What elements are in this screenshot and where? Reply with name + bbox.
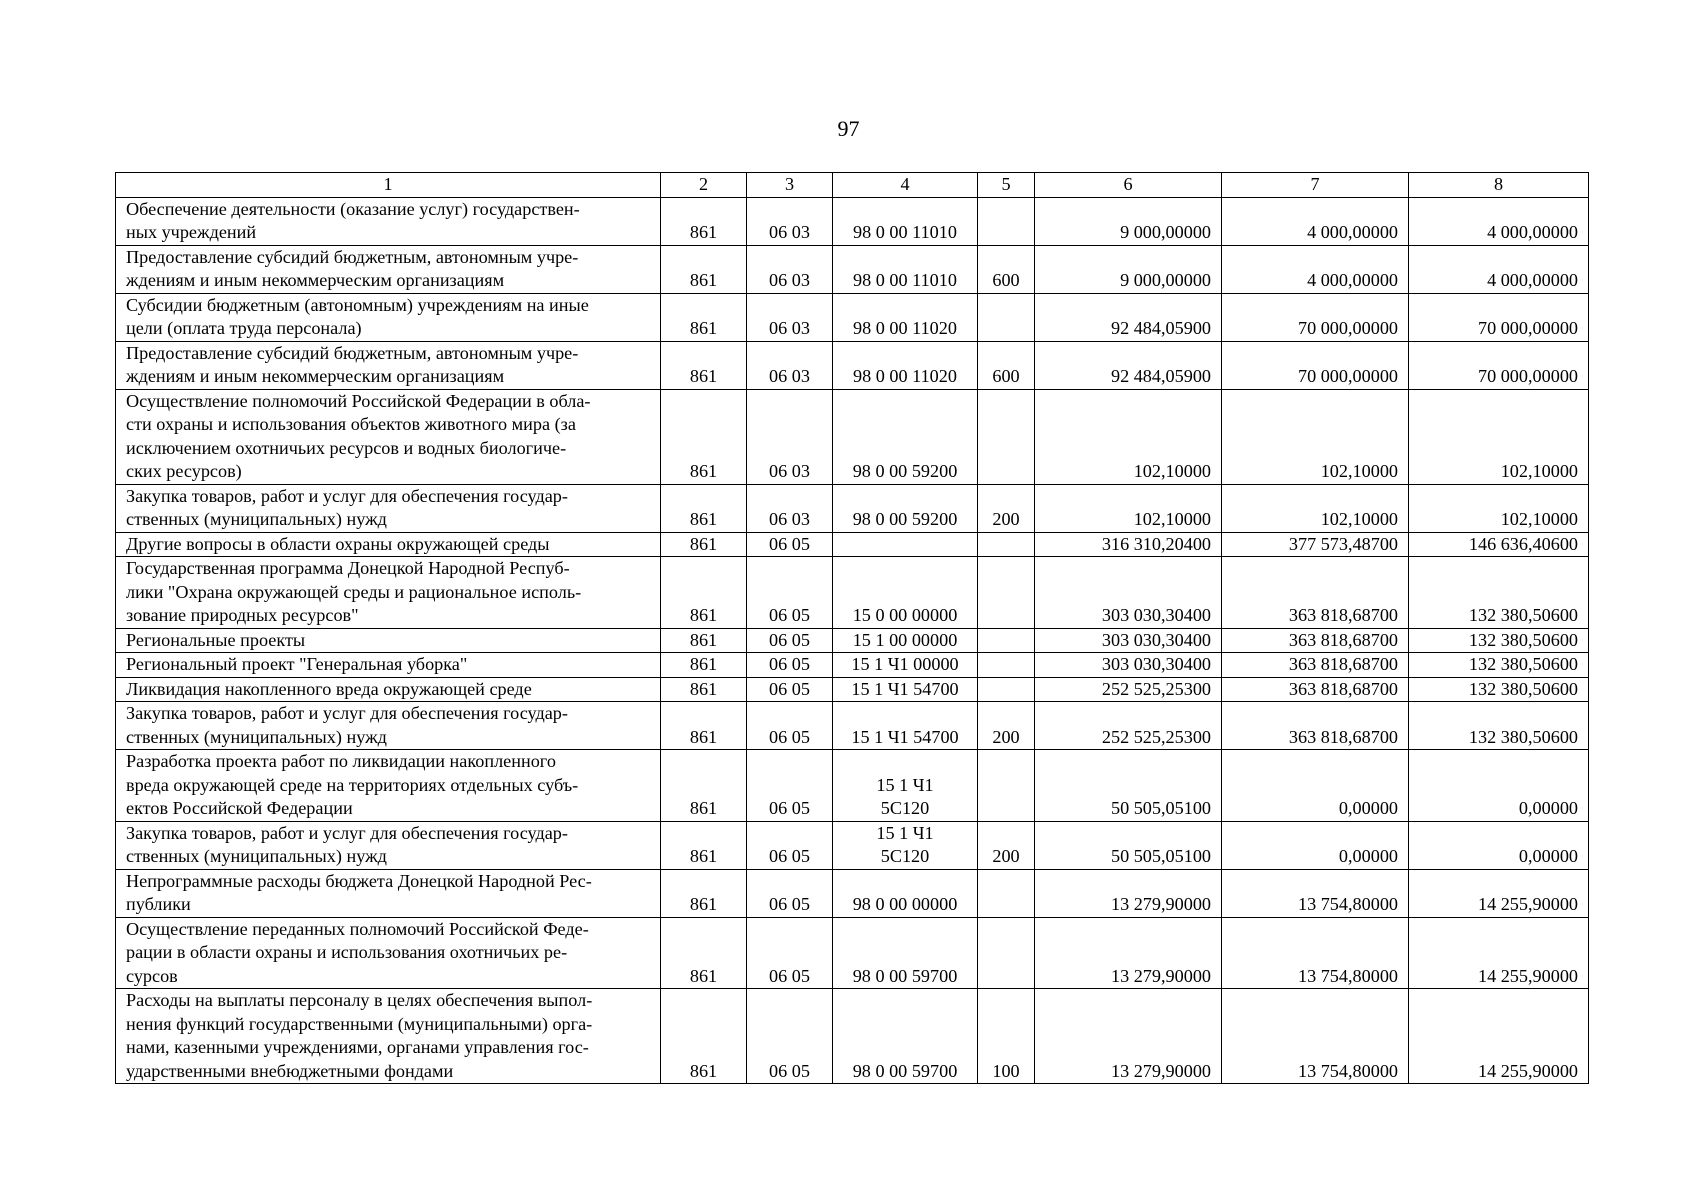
cell-name-text: Закупка товаров, работ и услуг для обеспечения государ- ственных (муниципальных) нужд: [126, 822, 568, 866]
cell-amount-3: [1409, 628, 1589, 653]
cell-amount-1-text: 9 000,00000: [1120, 270, 1211, 290]
cell-razdel-text: 06 03: [769, 461, 810, 481]
cell-name-text: Обеспечение деятельности (оказание услуг) государствен- ных учреждений: [126, 198, 580, 242]
cell-amount-2-text: 363 818,68700: [1288, 654, 1398, 674]
cell-amount-1-text: 102,10000: [1133, 461, 1211, 481]
cell-name: [116, 821, 661, 869]
cell-expense-type: [978, 702, 1035, 750]
cell-name-text: Предоставление субсидий бюджетным, автономным учре- ждениям и иным некоммерческим организациям: [126, 342, 579, 386]
cell-amount-1-text: 102,10000: [1133, 509, 1211, 529]
cell-target-article: [833, 653, 978, 678]
cell-amount-3: [1409, 197, 1589, 245]
cell-razdel: [747, 677, 833, 702]
cell-amount-1-text: 13 279,90000: [1110, 894, 1211, 914]
cell-target-article: [833, 389, 978, 484]
cell-target-article: [833, 989, 978, 1084]
cell-amount-2-text: 4 000,00000: [1307, 270, 1398, 290]
cell-razdel: [747, 821, 833, 869]
cell-amount-1: [1035, 989, 1222, 1084]
cell-razdel: [747, 702, 833, 750]
cell-target-article-text: 98 0 00 59200: [852, 509, 958, 529]
cell-amount-1: [1035, 869, 1222, 917]
page-number: 97: [837, 116, 860, 141]
table-body: [116, 197, 1589, 1084]
cell-amount-1: [1035, 389, 1222, 484]
cell-razdel-text: 06 05: [769, 894, 810, 914]
cell-target-article-text: 98 0 00 59200: [852, 461, 958, 481]
table-row: [116, 989, 1589, 1084]
cell-target-article: [833, 484, 978, 532]
cell-expense-type-text: 100: [992, 1060, 1020, 1081]
cell-amount-2-text: 70 000,00000: [1297, 318, 1398, 338]
cell-amount-2: [1222, 917, 1409, 989]
cell-amount-1: [1035, 557, 1222, 629]
cell-amount-2-text: 13 754,80000: [1297, 1060, 1398, 1081]
cell-amount-3-text: 102,10000: [1500, 461, 1578, 481]
cell-vedomstvo: [661, 750, 747, 822]
cell-amount-1: [1035, 484, 1222, 532]
cell-vedomstvo: [661, 653, 747, 678]
cell-amount-2: [1222, 557, 1409, 629]
table-row: [116, 245, 1589, 293]
cell-razdel: [747, 484, 833, 532]
cell-target-article-text: 98 0 00 59700: [852, 1060, 958, 1081]
cell-name-text: Субсидии бюджетным (автономным) учреждениям на иные цели (оплата труда персонала): [126, 294, 589, 338]
cell-name: [116, 484, 661, 532]
cell-amount-2: [1222, 341, 1409, 389]
cell-name: [116, 869, 661, 917]
cell-amount-1-text: 252 525,25300: [1101, 678, 1211, 699]
cell-target-article-text: 15 1 Ч1 5С120: [876, 822, 934, 866]
cell-vedomstvo-text: 861: [689, 629, 718, 650]
cell-amount-2: [1222, 869, 1409, 917]
cell-amount-3-text: 132 380,50600: [1468, 726, 1578, 747]
cell-expense-type: [978, 557, 1035, 629]
cell-amount-3: [1409, 341, 1589, 389]
cell-razdel-text: 06 05: [769, 726, 810, 747]
table-row: [116, 557, 1589, 629]
cell-vedomstvo-text: 861: [689, 798, 718, 818]
cell-amount-1-text: 9 000,00000: [1120, 222, 1211, 242]
header-col-1: 1: [116, 173, 661, 198]
cell-amount-2-text: 363 818,68700: [1288, 605, 1398, 625]
cell-vedomstvo: [661, 197, 747, 245]
cell-razdel-text: 06 03: [769, 318, 810, 338]
cell-razdel-text: 06 05: [769, 965, 810, 986]
cell-expense-type: [978, 293, 1035, 341]
cell-expense-type-text: 600: [992, 270, 1020, 290]
header-row: [116, 173, 1589, 198]
table-header: [116, 173, 1589, 198]
cell-vedomstvo-text: 861: [689, 533, 718, 554]
cell-razdel-text: 06 03: [769, 366, 810, 386]
cell-expense-type-text: 200: [992, 726, 1020, 747]
cell-amount-3: [1409, 750, 1589, 822]
cell-razdel: [747, 197, 833, 245]
cell-vedomstvo-text: 861: [689, 654, 718, 674]
cell-target-article-text: 98 0 00 00000: [852, 894, 958, 914]
cell-amount-1: [1035, 341, 1222, 389]
cell-vedomstvo-text: 861: [689, 366, 718, 386]
cell-amount-3-text: 132 380,50600: [1468, 605, 1578, 625]
header-col-4: 4: [833, 173, 978, 198]
cell-target-article-text: 98 0 00 11010: [853, 222, 957, 242]
cell-expense-type: [978, 389, 1035, 484]
cell-amount-3-text: 70 000,00000: [1477, 366, 1578, 386]
cell-name-text: Закупка товаров, работ и услуг для обеспечения государ- ственных (муниципальных) нужд: [126, 485, 568, 529]
cell-amount-2: [1222, 245, 1409, 293]
cell-amount-2: [1222, 389, 1409, 484]
cell-vedomstvo: [661, 821, 747, 869]
cell-razdel: [747, 341, 833, 389]
cell-amount-1: [1035, 917, 1222, 989]
cell-amount-1-text: 303 030,30400: [1101, 654, 1211, 674]
header-col-5: 5: [978, 173, 1035, 198]
cell-amount-3-text: 4 000,00000: [1487, 270, 1578, 290]
cell-name-text: Региональный проект "Генеральная уборка": [126, 654, 468, 674]
cell-amount-1-text: 50 505,05100: [1110, 846, 1211, 866]
cell-amount-1: [1035, 628, 1222, 653]
cell-amount-3: [1409, 821, 1589, 869]
cell-name: [116, 653, 661, 678]
cell-target-article: [833, 628, 978, 653]
cell-vedomstvo-text: 861: [689, 894, 718, 914]
cell-vedomstvo: [661, 702, 747, 750]
cell-amount-2-text: 4 000,00000: [1307, 222, 1398, 242]
cell-expense-type-text: 200: [992, 509, 1020, 529]
cell-razdel: [747, 293, 833, 341]
cell-vedomstvo: [661, 293, 747, 341]
cell-expense-type: [978, 245, 1035, 293]
cell-razdel-text: 06 03: [769, 222, 810, 242]
cell-razdel: [747, 989, 833, 1084]
cell-amount-2-text: 363 818,68700: [1288, 678, 1398, 699]
cell-target-article-text: 98 0 00 59700: [852, 965, 958, 986]
cell-name: [116, 677, 661, 702]
cell-amount-3: [1409, 917, 1589, 989]
cell-target-article-text: 98 0 00 11020: [853, 318, 957, 338]
cell-amount-2-text: 102,10000: [1320, 509, 1398, 529]
cell-target-article: [833, 917, 978, 989]
cell-vedomstvo: [661, 557, 747, 629]
cell-amount-2-text: 13 754,80000: [1297, 894, 1398, 914]
cell-amount-3-text: 132 380,50600: [1468, 654, 1578, 674]
cell-name: [116, 341, 661, 389]
cell-target-article-text: 15 1 00 00000: [852, 629, 958, 650]
cell-name-text: Предоставление субсидий бюджетным, автономным учре- ждениям и иным некоммерческим организациям: [126, 246, 579, 290]
cell-razdel: [747, 869, 833, 917]
cell-name: [116, 389, 661, 484]
cell-vedomstvo: [661, 628, 747, 653]
cell-name: [116, 750, 661, 822]
cell-amount-3-text: 0,00000: [1518, 846, 1578, 866]
cell-expense-type: [978, 484, 1035, 532]
table-row: [116, 821, 1589, 869]
cell-name: [116, 245, 661, 293]
cell-vedomstvo-text: 861: [689, 965, 718, 986]
cell-amount-2: [1222, 702, 1409, 750]
header-col-6: 6: [1035, 173, 1222, 198]
cell-expense-type: [978, 750, 1035, 822]
cell-amount-1-text: 13 279,90000: [1110, 1060, 1211, 1081]
cell-vedomstvo: [661, 532, 747, 557]
budget-table: [115, 172, 1589, 1084]
cell-expense-type-text: 600: [992, 366, 1020, 386]
cell-name-text: Ликвидация накопленного вреда окружающей среде: [126, 678, 532, 699]
cell-amount-2-text: 363 818,68700: [1288, 629, 1398, 650]
cell-amount-3: [1409, 702, 1589, 750]
cell-amount-2: [1222, 532, 1409, 557]
cell-target-article: [833, 557, 978, 629]
cell-vedomstvo-text: 861: [689, 509, 718, 529]
cell-amount-3-text: 4 000,00000: [1487, 222, 1578, 242]
cell-vedomstvo-text: 861: [689, 318, 718, 338]
cell-vedomstvo-text: 861: [689, 1060, 718, 1081]
cell-name: [116, 989, 661, 1084]
table-row: [116, 653, 1589, 678]
cell-razdel-text: 06 03: [769, 509, 810, 529]
cell-amount-2-text: 13 754,80000: [1297, 965, 1398, 986]
cell-amount-2: [1222, 750, 1409, 822]
cell-amount-3: [1409, 677, 1589, 702]
cell-amount-2-text: 0,00000: [1338, 798, 1398, 818]
cell-amount-3-text: 14 255,90000: [1477, 965, 1578, 986]
cell-vedomstvo-text: 861: [689, 605, 718, 625]
cell-target-article: [833, 869, 978, 917]
cell-expense-type: [978, 869, 1035, 917]
cell-target-article: [833, 702, 978, 750]
cell-amount-1: [1035, 821, 1222, 869]
cell-amount-3: [1409, 293, 1589, 341]
table-row: [116, 628, 1589, 653]
cell-target-article-text: 15 1 Ч1 5С120: [876, 774, 934, 818]
cell-razdel-text: 06 05: [769, 533, 810, 554]
cell-amount-3: [1409, 653, 1589, 678]
cell-razdel-text: 06 05: [769, 798, 810, 818]
cell-vedomstvo-text: 861: [689, 726, 718, 747]
cell-expense-type: [978, 917, 1035, 989]
cell-amount-2-text: 377 573,48700: [1288, 533, 1398, 554]
cell-target-article-text: 98 0 00 11020: [853, 366, 957, 386]
cell-expense-type: [978, 532, 1035, 557]
cell-amount-3: [1409, 389, 1589, 484]
cell-amount-3: [1409, 532, 1589, 557]
cell-razdel-text: 06 05: [769, 629, 810, 650]
cell-amount-1-text: 92 484,05900: [1110, 318, 1211, 338]
cell-amount-2: [1222, 197, 1409, 245]
cell-target-article: [833, 341, 978, 389]
cell-target-article: [833, 245, 978, 293]
cell-razdel: [747, 653, 833, 678]
cell-amount-2: [1222, 677, 1409, 702]
cell-name-text: Осуществление переданных полномочий Российской Феде- рации в области охраны и использования охотничьих ре- сурсов: [126, 918, 589, 986]
cell-amount-3-text: 146 636,40600: [1468, 533, 1578, 554]
cell-target-article: [833, 532, 978, 557]
cell-razdel-text: 06 05: [769, 846, 810, 866]
cell-razdel-text: 06 05: [769, 605, 810, 625]
cell-name: [116, 628, 661, 653]
header-col-3: 3: [747, 173, 833, 198]
cell-amount-2-text: 363 818,68700: [1288, 726, 1398, 747]
cell-vedomstvo: [661, 389, 747, 484]
cell-razdel-text: 06 05: [769, 678, 810, 699]
cell-target-article-text: 15 0 00 00000: [852, 605, 958, 625]
cell-amount-3: [1409, 484, 1589, 532]
table-row: [116, 702, 1589, 750]
cell-amount-3: [1409, 869, 1589, 917]
cell-expense-type: [978, 341, 1035, 389]
table-row: [116, 750, 1589, 822]
cell-amount-1: [1035, 197, 1222, 245]
cell-razdel: [747, 750, 833, 822]
cell-amount-2: [1222, 653, 1409, 678]
cell-amount-2: [1222, 484, 1409, 532]
cell-amount-1-text: 316 310,20400: [1101, 533, 1211, 554]
cell-amount-1-text: 13 279,90000: [1110, 965, 1211, 986]
cell-amount-2: [1222, 989, 1409, 1084]
cell-target-article: [833, 293, 978, 341]
cell-amount-3-text: 14 255,90000: [1477, 894, 1578, 914]
cell-amount-3-text: 0,00000: [1518, 798, 1578, 818]
table-row: [116, 869, 1589, 917]
cell-name: [116, 557, 661, 629]
cell-amount-1: [1035, 293, 1222, 341]
cell-amount-2: [1222, 293, 1409, 341]
cell-vedomstvo: [661, 869, 747, 917]
cell-name-text: Государственная программа Донецкой Народной Респуб- лики "Охрана окружающей среды и рациональное исполь- зование природных ресурсов": [126, 558, 582, 625]
cell-vedomstvo: [661, 484, 747, 532]
table-row: [116, 389, 1589, 484]
cell-vedomstvo-text: 861: [689, 270, 718, 290]
cell-amount-3-text: 132 380,50600: [1468, 678, 1578, 699]
cell-amount-2-text: 102,10000: [1320, 461, 1398, 481]
cell-amount-2: [1222, 628, 1409, 653]
cell-name-text: Непрограммные расходы бюджета Донецкой Народной Рес- публики: [126, 870, 592, 914]
cell-amount-3-text: 70 000,00000: [1477, 318, 1578, 338]
cell-name-text: Расходы на выплаты персоналу в целях обеспечения выпол- нения функций государственными (муниципальными) орга- нами, казенными учреждениями, органами управления гос- ударственными внебюджетными фондами: [126, 990, 593, 1081]
cell-target-article-text: 98 0 00 11010: [853, 270, 957, 290]
cell-name: [116, 532, 661, 557]
cell-name: [116, 293, 661, 341]
table-row: [116, 197, 1589, 245]
cell-razdel: [747, 628, 833, 653]
cell-amount-3-text: 102,10000: [1500, 509, 1578, 529]
cell-name: [116, 702, 661, 750]
cell-expense-type: [978, 677, 1035, 702]
cell-name: [116, 917, 661, 989]
cell-amount-1: [1035, 653, 1222, 678]
table-row: [116, 917, 1589, 989]
cell-amount-2-text: 70 000,00000: [1297, 366, 1398, 386]
cell-razdel: [747, 917, 833, 989]
cell-expense-type-text: 200: [992, 846, 1020, 866]
header-col-2: 2: [661, 173, 747, 198]
cell-vedomstvo: [661, 341, 747, 389]
cell-vedomstvo-text: 861: [689, 461, 718, 481]
cell-name-text: Другие вопросы в области охраны окружающей среды: [126, 533, 550, 554]
cell-target-article-text: 15 1 Ч1 54700: [851, 678, 959, 699]
cell-vedomstvo-text: 861: [689, 222, 718, 242]
cell-vedomstvo-text: 861: [689, 846, 718, 866]
cell-razdel-text: 06 05: [769, 1060, 810, 1081]
cell-name-text: Региональные проекты: [126, 629, 306, 650]
cell-amount-1-text: 92 484,05900: [1110, 366, 1211, 386]
cell-target-article-text: 15 1 Ч1 00000: [851, 654, 959, 674]
cell-razdel-text: 06 03: [769, 270, 810, 290]
cell-expense-type: [978, 989, 1035, 1084]
cell-amount-3: [1409, 245, 1589, 293]
cell-amount-3: [1409, 989, 1589, 1084]
cell-amount-1: [1035, 702, 1222, 750]
cell-vedomstvo: [661, 989, 747, 1084]
cell-amount-1-text: 252 525,25300: [1101, 726, 1211, 747]
cell-amount-1: [1035, 750, 1222, 822]
header-col-7: 7: [1222, 173, 1409, 198]
cell-amount-2-text: 0,00000: [1338, 846, 1398, 866]
cell-amount-3-text: 14 255,90000: [1477, 1060, 1578, 1081]
cell-name-text: Закупка товаров, работ и услуг для обеспечения государ- ственных (муниципальных) нужд: [126, 703, 568, 747]
cell-razdel: [747, 557, 833, 629]
table-row: [116, 293, 1589, 341]
cell-razdel: [747, 245, 833, 293]
cell-amount-1: [1035, 532, 1222, 557]
cell-vedomstvo-text: 861: [689, 678, 718, 699]
cell-amount-1-text: 303 030,30400: [1101, 605, 1211, 625]
cell-target-article-text: 15 1 Ч1 54700: [851, 726, 959, 747]
table-row: [116, 677, 1589, 702]
cell-vedomstvo: [661, 917, 747, 989]
cell-expense-type: [978, 628, 1035, 653]
cell-amount-1-text: 50 505,05100: [1110, 798, 1211, 818]
cell-vedomstvo: [661, 677, 747, 702]
cell-amount-3: [1409, 557, 1589, 629]
cell-target-article: [833, 677, 978, 702]
table-row: [116, 532, 1589, 557]
cell-target-article: [833, 750, 978, 822]
cell-target-article: [833, 821, 978, 869]
cell-expense-type: [978, 821, 1035, 869]
cell-name: [116, 197, 661, 245]
cell-amount-1: [1035, 245, 1222, 293]
cell-razdel-text: 06 05: [769, 654, 810, 674]
cell-expense-type: [978, 653, 1035, 678]
cell-razdel: [747, 532, 833, 557]
cell-amount-1-text: 303 030,30400: [1101, 629, 1211, 650]
cell-amount-2: [1222, 821, 1409, 869]
header-col-8: 8: [1409, 173, 1589, 198]
table-row: [116, 484, 1589, 532]
cell-name-text: Осуществление полномочий Российской Федерации в обла- сти охраны и использования объектов животного мира (за исключением охотничьих ресурсов и водных биологиче- ских ресурсов): [126, 390, 591, 481]
cell-expense-type: [978, 197, 1035, 245]
cell-razdel: [747, 389, 833, 484]
cell-name-text: Разработка проекта работ по ликвидации накопленного вреда окружающей среде на территориях отдельных субъ- ектов Российской Федерации: [126, 751, 579, 818]
table-row: [116, 341, 1589, 389]
cell-amount-3-text: 132 380,50600: [1468, 629, 1578, 650]
cell-vedomstvo: [661, 245, 747, 293]
cell-amount-1: [1035, 677, 1222, 702]
cell-target-article: [833, 197, 978, 245]
